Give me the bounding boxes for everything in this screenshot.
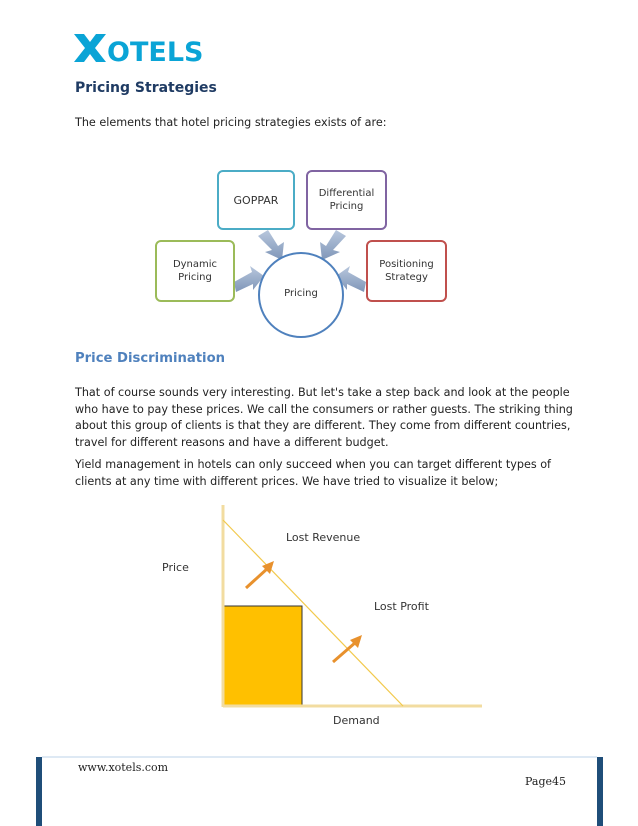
logo-text: OTELS — [107, 37, 204, 68]
node-goppar-label: GOPPAR — [233, 193, 279, 207]
section-subtitle: Price Discrimination — [75, 351, 226, 366]
paragraph-1: That of course sounds very interesting. But let's take a step back and look at the people who have to pay these prices. We call the consumers or rather guests. The striking thing about this group of clients is that they are different. They come from different countries, travel for different reasons and have a different budget. — [75, 386, 573, 449]
lost-revenue-label: Lost Revenue — [286, 531, 361, 544]
center-label: Pricing — [284, 288, 318, 299]
intro-text: The elements that hotel pricing strategies exists of are: — [75, 116, 387, 129]
page-title: Pricing Strategies — [75, 80, 217, 96]
lost-profit-label: Lost Profit — [374, 600, 429, 613]
graph-ylabel: Price — [162, 561, 189, 574]
node-positioning-strategy-label: Positioning Strategy — [379, 259, 434, 283]
paragraph-2: Yield management in hotels can only succeed when you can target different types of clients at any time with different prices. We have tried to visualize it below; — [75, 458, 551, 488]
graph-xlabel: Demand — [333, 714, 380, 727]
node-differential-pricing-label: Differential Pricing — [318, 188, 375, 212]
footer-website[interactable]: www.xotels.com — [78, 761, 169, 774]
node-dynamic-pricing-label: Dynamic Pricing — [172, 259, 218, 283]
page-number: Page45 — [525, 775, 567, 788]
